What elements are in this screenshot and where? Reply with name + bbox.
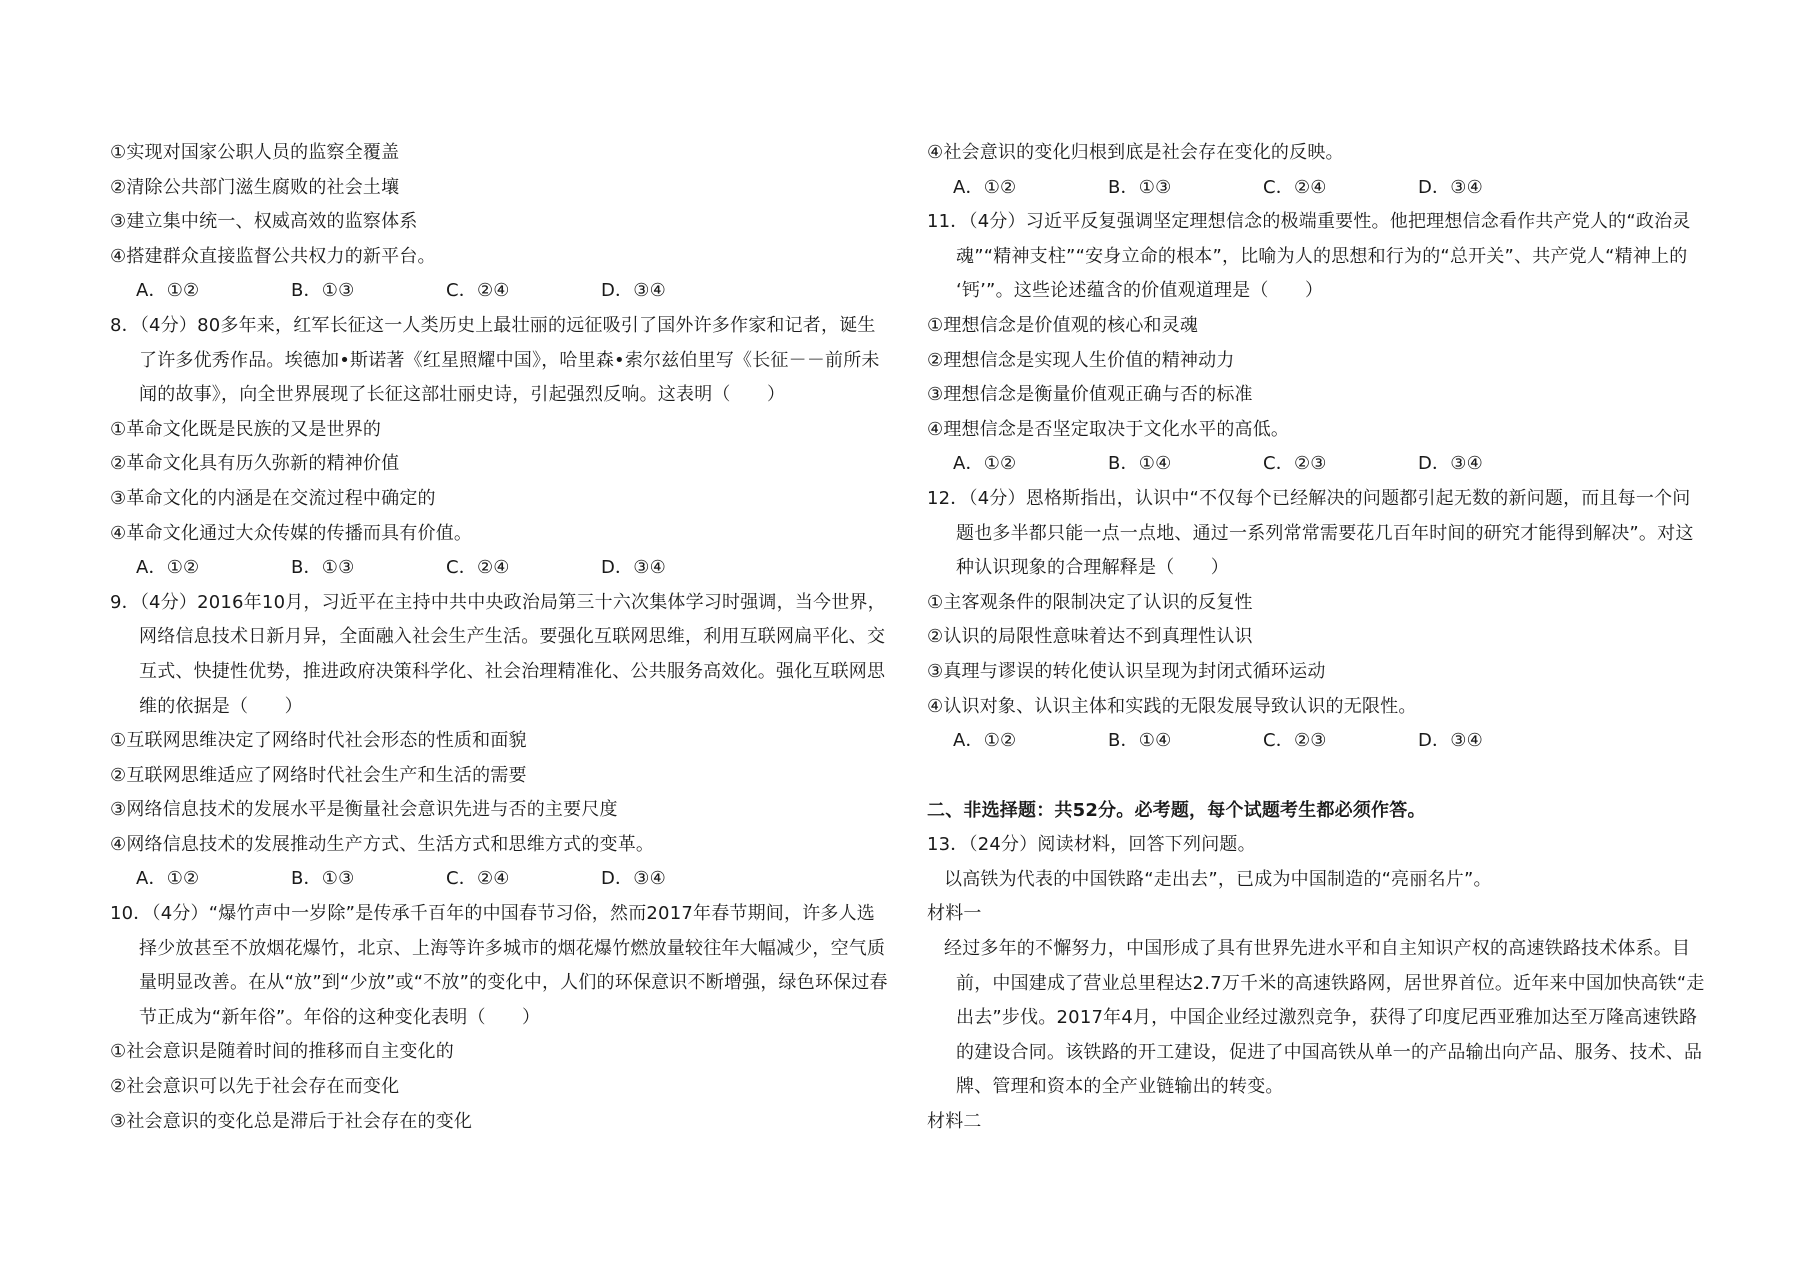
choice-line: ②认识的局限性意味着达不到真理性认识 xyxy=(927,626,1253,648)
text-continuation: 了许多优秀作品。埃德加•斯诺著《红星照耀中国》，哈里森•索尔兹伯里写《长征－－前所未 xyxy=(139,349,880,371)
choice-line: ④社会意识的变化归根到底是社会存在变化的反映。 xyxy=(927,142,1344,163)
choice-line: ③真理与谬误的转化使认识呈现为封闭式循环运动 xyxy=(927,660,1326,682)
answer-option: D．③④ xyxy=(1418,176,1483,198)
answer-option: D．③④ xyxy=(601,557,666,579)
choice-line: ③网络信息技术的发展水平是衡量社会意识先进与否的主要尺度 xyxy=(110,799,618,821)
text-continuation: 网络信息技术日新月异，全面融入社会生产生活。要强化互联网思维，利用互联网扁平化、交 xyxy=(139,626,886,648)
choice-line: ①社会意识是随着时间的推移而自主变化的 xyxy=(110,1041,454,1063)
question-stem: 10．（4分）“爆竹声中一岁除”是传承千百年的中国春节习俗，然而2017年春节期间，许多人选 xyxy=(110,903,876,925)
question-stem: 9．（4分）2016年10月，习近平在主持中共中央政治局第三十六次集体学习时强调，当今世界， xyxy=(110,591,886,613)
answer-option: A．①② xyxy=(136,280,200,302)
question-stem: 12．（4分）恩格斯指出，认识中“不仅每个已经解决的问题都引起无数的新问题，而且每一个问 xyxy=(927,487,1691,509)
choice-line: ④革命文化通过大众传媒的传播而具有价值。 xyxy=(110,522,473,544)
text-continuation: 维的依据是（ ） xyxy=(139,695,303,717)
choice-line: ②清除公共部门滋生腐败的社会土壤 xyxy=(110,176,400,198)
answer-option: A．①② xyxy=(953,730,1017,752)
answer-option: A．①② xyxy=(953,176,1017,198)
choice-line: 材料二 xyxy=(927,1111,982,1133)
choice-line: 材料一 xyxy=(927,903,982,925)
text-continuation: 的建设合同。该铁路的开工建设，促进了中国高铁从单一的产品输出向产品、服务、技术、品 xyxy=(956,1041,1703,1063)
answer-option: C．②③ xyxy=(1263,453,1327,475)
text-continuation: 前，中国建成了营业总里程达2.7万千米的高速铁路网，居世界首位。近年来中国加快高铁“走 xyxy=(956,972,1705,994)
choice-line: ③革命文化的内涵是在交流过程中确定的 xyxy=(110,487,436,509)
answer-option: B．①③ xyxy=(291,868,355,890)
question-stem: 11．（4分）习近平反复强调坚定理想信念的极端重要性。他把理想信念看作共产党人的“政治灵 xyxy=(927,211,1691,233)
answer-option: D．③④ xyxy=(601,280,666,302)
text-continuation: 牌、管理和资本的全产业链输出的转变。 xyxy=(956,1076,1284,1098)
choice-line: ②互联网思维适应了网络时代社会生产和生活的需要 xyxy=(110,764,527,786)
answer-option: B．①③ xyxy=(291,280,355,302)
answer-option: B．①④ xyxy=(1108,453,1172,475)
answer-options xyxy=(110,274,910,309)
choice-line: ②革命文化具有历久弥新的精神价值 xyxy=(110,453,400,475)
choice-line: ①主客观条件的限制决定了认识的反复性 xyxy=(927,591,1253,613)
answer-option: A．①② xyxy=(136,868,200,890)
choice-line: ④搭建群众直接监督公共权力的新平台。 xyxy=(110,245,436,267)
section-heading: 二、非选择题：共52分。必考题，每个试题考生都必须作答。 xyxy=(927,799,1426,821)
choice-line: ④理想信念是否坚定取决于文化水平的高低。 xyxy=(927,418,1290,440)
choice-line: ②理想信念是实现人生价值的精神动力 xyxy=(927,349,1235,371)
answer-option: A．①② xyxy=(953,453,1017,475)
question-stem: 8．（4分）80多年来，红军长征这一人类历史上最壮丽的远征吸引了国外许多作家和记者，诞生 xyxy=(110,314,876,336)
question-stem: 13．（24分）阅读材料，回答下列问题。 xyxy=(927,834,1256,856)
text-continuation: 种认识现象的合理解释是（ ） xyxy=(956,557,1229,579)
choice-line: ①革命文化既是民族的又是世界的 xyxy=(110,418,382,440)
answer-option: C．②③ xyxy=(1263,730,1327,752)
answer-option: C．②④ xyxy=(446,868,510,890)
left-column xyxy=(110,136,910,1139)
answer-option: D．③④ xyxy=(1418,730,1483,752)
answer-option: B．①③ xyxy=(291,557,355,579)
answer-option: A．①② xyxy=(136,557,200,579)
choice-line: ③建立集中统一、权威高效的监察体系 xyxy=(110,211,418,233)
answer-options xyxy=(927,171,1727,206)
choice-line: ①互联网思维决定了网络时代社会形态的性质和面貌 xyxy=(110,730,527,752)
right-column xyxy=(927,136,1727,1140)
text-continuation: 择少放甚至不放烟花爆竹，北京、上海等许多城市的烟花爆竹燃放量较往年大幅减少，空气质 xyxy=(139,937,886,959)
answer-option: D．③④ xyxy=(601,868,666,890)
choice-line: ②社会意识可以先于社会存在而变化 xyxy=(110,1076,400,1098)
text-continuation: 闻的故事》，向全世界展现了长征这部壮丽史诗，引起强烈反响。这表明（ ） xyxy=(139,384,786,406)
text-continuation: ‘钙’”。这些论述蕴含的价值观道理是（ ） xyxy=(956,280,1324,302)
spacer xyxy=(927,759,1727,794)
answer-options xyxy=(110,551,910,586)
answer-option: C．②④ xyxy=(446,557,510,579)
text-continuation: 量明显改善。在从“放”到“少放”或“不放”的变化中，人们的环保意识不断增强，绿色环保过春 xyxy=(139,972,888,994)
material-text: 以高铁为代表的中国铁路“走出去”，已成为中国制造的“亮丽名片”。 xyxy=(944,868,1492,890)
answer-option: C．②④ xyxy=(1263,176,1327,198)
text-continuation: 互式、快捷性优势，推进政府决策科学化、社会治理精准化、公共服务高效化。强化互联网思 xyxy=(139,660,886,682)
choice-line: ③理想信念是衡量价值观正确与否的标准 xyxy=(927,384,1253,406)
text-continuation: 题也多半都只能一点一点地、通过一系列常常需要花几百年时间的研究才能得到解决”。对这 xyxy=(956,522,1694,544)
answer-options xyxy=(927,447,1727,482)
answer-options xyxy=(110,862,910,897)
answer-option: C．②④ xyxy=(446,280,510,302)
choice-line: ④认识对象、认识主体和实践的无限发展导致认识的无限性。 xyxy=(927,695,1417,717)
choice-line: ①实现对国家公职人员的监察全覆盖 xyxy=(110,142,400,163)
answer-option: B．①③ xyxy=(1108,176,1172,198)
choice-line: ④网络信息技术的发展推动生产方式、生活方式和思维方式的变革。 xyxy=(110,833,655,855)
text-continuation: 魂”“精神支柱”“安身立命的根本”，比喻为人的思想和行为的“总开关”、共产党人“精神上的 xyxy=(956,245,1688,267)
answer-option: D．③④ xyxy=(1418,453,1483,475)
text-continuation: 出去”步伐。2017年4月，中国企业经过激烈竞争，获得了印度尼西亚雅加达至万隆高速铁路 xyxy=(956,1007,1698,1029)
answer-options xyxy=(927,724,1727,759)
choice-line: ①理想信念是价值观的核心和灵魂 xyxy=(927,314,1199,336)
choice-line: ③社会意识的变化总是滞后于社会存在的变化 xyxy=(110,1110,473,1132)
answer-option: B．①④ xyxy=(1108,730,1172,752)
text-continuation: 节正成为“新年俗”。年俗的这种变化表明（ ） xyxy=(139,1006,541,1028)
material-text: 经过多年的不懈努力，中国形成了具有世界先进水平和自主知识产权的高速铁路技术体系。目 xyxy=(944,938,1691,960)
